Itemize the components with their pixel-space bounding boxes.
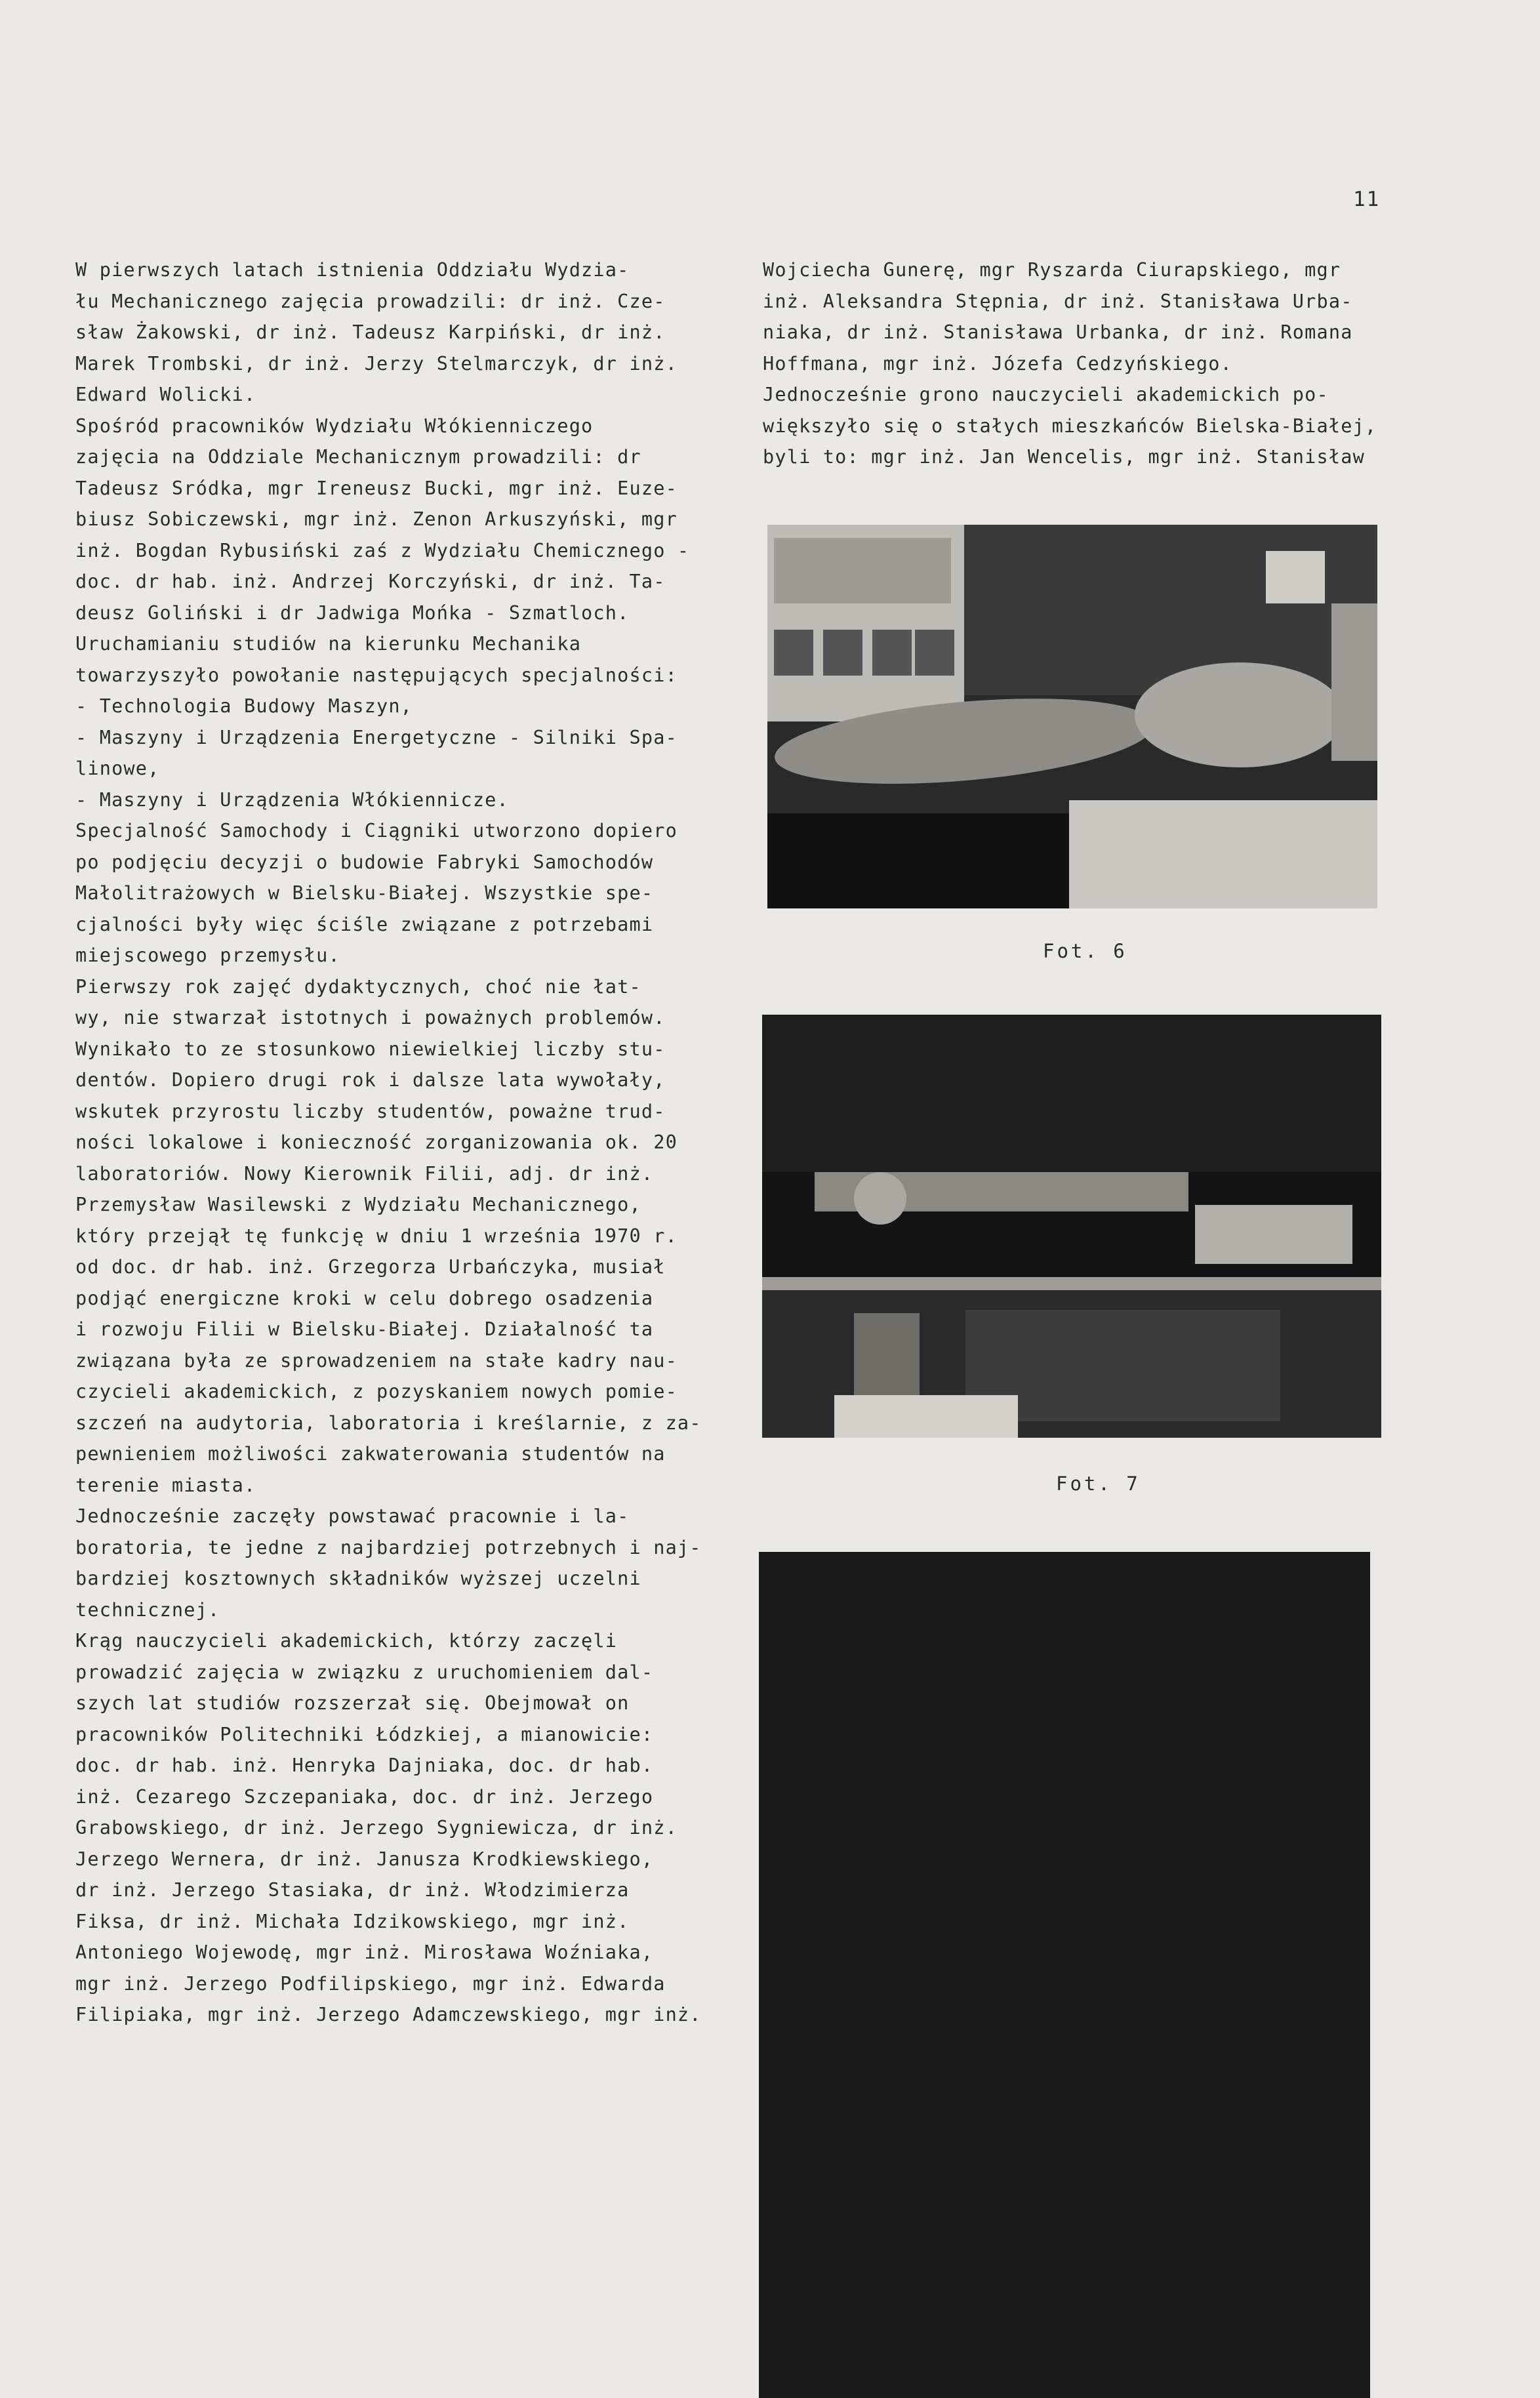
text-line: Jednocześnie zaczęły powstawać pracownie i la- [75,1505,630,1527]
text-line: Krąg nauczycieli akademickich, którzy zaczęli [75,1630,618,1652]
text-line: technicznej. [75,1598,220,1621]
left-text-column [75,254,712,2031]
text-line: Wynikało to ze stosunkowo niewielkiej liczby stu- [75,1038,666,1060]
text-line: Tadeusz Sródka, mgr Ireneusz Bucki, mgr inż. Euze- [75,477,678,499]
text-line: cjalności były więc ściśle związane z potrzebami [75,913,654,935]
text-line: ności lokalowe i konieczność zorganizowania ok. 20 [75,1131,678,1153]
text-line: towarzyszyło powołanie następujących specjalności: [75,664,678,686]
page-number: 11 [1353,188,1381,211]
text-line: inż. Bogdan Rybusiński zaś z Wydziału Chemicznego - [75,539,690,561]
text-line: Spośród pracowników Wydziału Włókienniczego [75,415,594,437]
text-line: laboratoriów. Nowy Kierownik Filii, adj. dr inż. [75,1162,654,1185]
text-line: doc. dr hab. inż. Henryka Dajniaka, doc. dr hab. [75,1755,654,1776]
text-line: od doc. dr hab. inż. Grzegorza Urbańczyka, musiał [75,1256,666,1278]
text-line: Uruchamianiu studiów na kierunku Mechanika [75,633,582,655]
text-line: deusz Goliński i dr Jadwiga Mońka - Szmatloch. [75,601,630,624]
text-line: dentów. Dopiero drugi rok i dalsze lata wywołały, [75,1069,666,1091]
text-line: szych lat studiów rozszerzał się. Obejmował on [75,1692,630,1714]
text-line: bardziej kosztownych składników wyższej uczelni [75,1568,641,1589]
text-line: mgr inż. Jerzego Podfilipskiego, mgr inż. Edwarda [75,1972,666,1995]
text-line: wy, nie stwarzał istotnych i poważnych problemów. [75,1007,666,1028]
text-line: doc. dr hab. inż. Andrzej Korczyński, dr inż. Ta- [75,571,666,592]
text-line: Antoniego Wojewodę, mgr inż. Mirosława Woźniaka, [75,1941,654,1963]
right-text-column [763,254,1402,473]
text-line: sław Żakowski, dr inż. Tadeusz Karpiński, dr inż. [75,321,666,343]
text-line: szczeń na audytoria, laboratoria i kreślarnie, z za- [75,1412,702,1434]
text-line: W pierwszych latach istnienia Oddziału Wydzia- [75,259,630,281]
text-line: Filipiaka, mgr inż. Jerzego Adamczewskiego, mgr inż. [75,2004,702,2025]
text-line: czycieli akademickich, z pozyskaniem nowych pomie- [75,1381,678,1402]
text-line: terenie miasta. [75,1474,256,1496]
photo-6-caption: Fot. 6 [1043,940,1127,962]
text-line: - Maszyny i Urządzenia Energetyczne - Silniki Spa- [75,726,678,748]
photo-oscilloscope-equipment-full [759,1552,1370,2398]
text-line: Marek Trombski, dr inż. Jerzy Stelmarczyk, dr inż. [75,352,678,375]
text-line: Przemysław Wasilewski z Wydziału Mechanicznego, [75,1194,641,1215]
text-line: linowe, [75,758,160,779]
photo-7-caption: Fot. 7 [1056,1473,1141,1495]
text-line: który przejął tę funkcję w dniu 1 września 1970 r. [75,1225,678,1247]
text-line: niaka, dr inż. Stanisława Urbanka, dr inż. Romana [763,321,1353,343]
text-line: biusz Sobiczewski, mgr inż. Zenon Arkuszyński, mgr [75,508,678,530]
text-line: i rozwoju Filii w Bielsku-Białej. Działalność ta [75,1318,654,1340]
text-line: zajęcia na Oddziale Mechanicznym prowadzili: dr [75,446,641,468]
text-line: miejscowego przemysłu. [75,945,340,966]
text-line: łu Mechanicznego zajęcia prowadzili: dr inż. Cze- [75,290,666,312]
text-line: Specjalność Samochody i Ciągniki utworzono dopiero [75,820,678,842]
text-line: Fiksa, dr inż. Michała Idzikowskiego, mgr inż. [75,1910,630,1932]
text-line: Grabowskiego, dr inż. Jerzego Sygniewicza, dr inż. [75,1817,678,1839]
text-line: związana była ze sprowadzeniem na stałe kadry nau- [75,1349,678,1372]
text-line: po podjęciu decyzji o budowie Fabryki Samochodów [75,851,654,873]
text-line: dr inż. Jerzego Stasiaka, dr inż. Włodzimierza [75,1879,630,1901]
text-line: inż. Cezarego Szczepaniaka, doc. dr inż. Jerzego [75,1785,654,1808]
text-line: Wojciecha Gunerę, mgr Ryszarda Ciurapskiego, mgr [763,259,1341,281]
photo-engine-test-bench [767,525,1377,908]
text-line: Edward Wolicki. [75,384,256,405]
text-line: prowadzić zajęcia w związku z uruchomieniem dal- [75,1661,654,1683]
text-line: byli to: mgr inż. Jan Wencelis, mgr inż. Stanisław [763,446,1365,468]
text-line: Jednocześnie grono nauczycieli akademickich po- [763,384,1329,405]
text-line: pewnieniem możliwości zakwaterowania studentów na [75,1443,666,1465]
text-line: Małolitrażowych w Bielsku-Białej. Wszystkie spe- [75,882,654,904]
text-line: inż. Aleksandra Stępnia, dr inż. Stanisława Urba- [763,290,1353,312]
photo-laboratory-bench [762,1015,1381,1438]
text-line: wskutek przyrostu liczby studentów, poważne trud- [75,1100,666,1122]
text-line: podjąć energiczne kroki w celu dobrego osadzenia [75,1287,654,1309]
text-line: większyło się o stałych mieszkańców Bielska-Białej, [763,415,1377,437]
text-line: - Technologia Budowy Maszyn, [75,695,413,717]
text-line: Jerzego Wernera, dr inż. Janusza Krodkiewskiego, [75,1848,654,1870]
text-line: - Maszyny i Urządzenia Włókiennicze. [75,788,509,811]
text-line: Pierwszy rok zajęć dydaktycznych, choć nie łat- [75,975,641,998]
text-line: Hoffmana, mgr inż. Józefa Cedzyńskiego. [763,352,1232,375]
text-line: pracowników Politechniki Łódzkiej, a mianowicie: [75,1723,654,1745]
text-line: boratoria, te jedne z najbardziej potrzebnych i naj- [75,1536,702,1558]
